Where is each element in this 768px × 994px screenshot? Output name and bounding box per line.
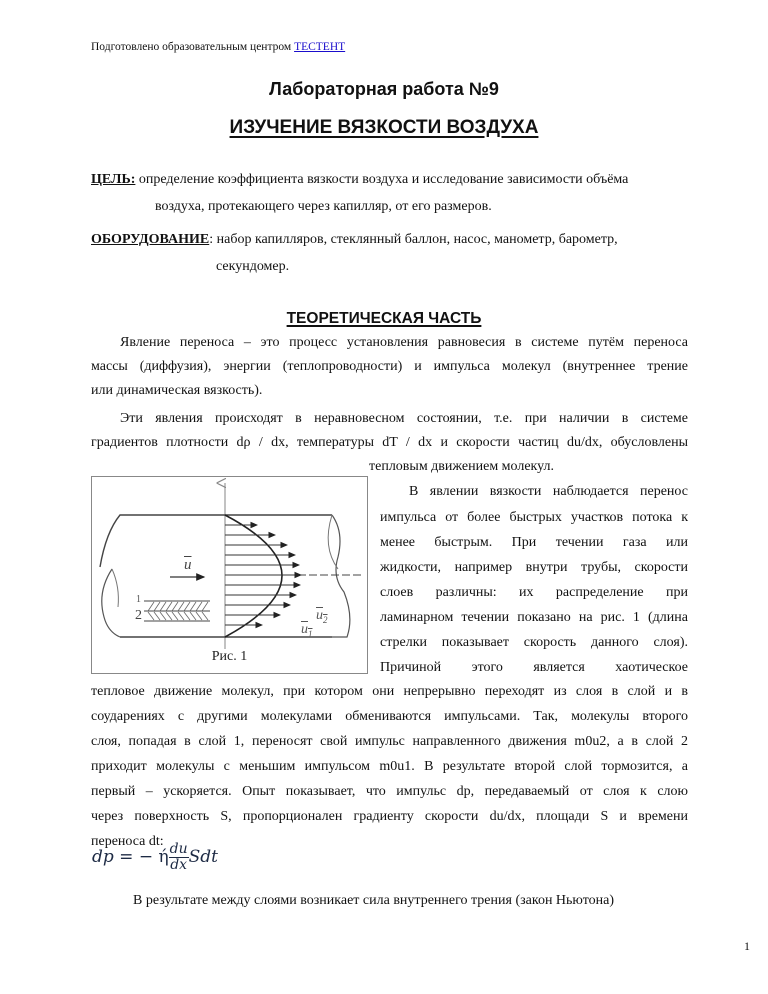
velocity-u-label: $\overline{u}$ <box>184 557 192 573</box>
velocity-u2-label <box>316 608 328 625</box>
para2-line-1: Эти явления происходят в неравновесном состоянии, т.е. при наличии в системе <box>120 411 688 426</box>
para3-side-line-7: стрелки показывает скорость данного слоя). <box>380 635 688 650</box>
formula-rhs: Sdt <box>188 847 219 867</box>
u1-text: u <box>301 622 308 637</box>
formula-numerator: du <box>169 841 188 857</box>
lab-title: Лабораторная работа №9 <box>269 79 499 99</box>
para3-line-4: приходит молекулы с меньшим импульсом m0u1. В результате второй слой тормозится, а <box>91 759 688 774</box>
u2-subscript: 2 <box>323 614 328 625</box>
para3-line-1: тепловое движение молекул, при котором они непрерывно переходят из слоя в слой и в <box>91 684 688 699</box>
formula-denominator: dx <box>170 857 188 873</box>
para3-line-7: переноса dt: <box>91 834 164 849</box>
para3-side-line-2: импульса от более быстрых участков потока к <box>380 510 688 525</box>
topic-title-text: ИЗУЧЕНИЕ ВЯЗКОСТИ ВОЗДУХА <box>229 117 539 138</box>
para3-side-line-4: жидкости, например внутри трубы, скорости <box>380 560 688 575</box>
header-note <box>91 41 345 53</box>
goal-text-1: определение коэффициента вязкости воздуха и исследование зависимости объёма <box>135 172 629 187</box>
u1-subscript: 1 <box>308 628 313 639</box>
para3-side-line-6: ламинарном течении показано на рис. 1 (длина <box>380 610 688 625</box>
para3-side-line-1: В явлении вязкости наблюдается перенос <box>409 484 688 499</box>
pipe-velocity-profile-diagram <box>92 477 367 673</box>
testent-link[interactable]: ТЕСТЕНТ <box>294 41 346 53</box>
goal-label: ЦЕЛЬ: <box>91 172 136 187</box>
para1-line-2: массы (диффузия), энергии (теплопроводности) и импульса молекул (внутреннее трение <box>91 359 688 374</box>
formula-fraction <box>169 842 189 873</box>
newton-friction-formula <box>92 842 218 873</box>
u2-text: u <box>316 608 323 623</box>
para3-line-2: соударениях с другими молекулами обмениваются импульсами. Так, молекулы второго <box>91 709 688 724</box>
para3-side-line-3: менее быстрым. При течении газа или <box>380 535 688 550</box>
goal-line-1 <box>91 172 628 188</box>
equipment-line-1 <box>91 232 618 248</box>
theory-heading-text: ТЕОРЕТИЧЕСКАЯ ЧАСТЬ <box>286 310 482 327</box>
after-formula-text: В результате между слоями возникает сила внутреннего трения (закон Ньютона) <box>133 893 615 908</box>
theory-heading <box>0 310 768 328</box>
equipment-label: ОБОРУДОВАНИЕ <box>91 232 210 247</box>
equipment-line-2: секундомер. <box>216 259 290 274</box>
para3-side-line-5: слоев различны: их распределение при <box>380 585 688 600</box>
para2-line-2: градиентов плотности dρ / dx, температуры dT / dx и скорости частиц du/dx, обусловлены <box>91 435 688 450</box>
goal-line-2: воздуха, протекающего через капилляр, от его размеров. <box>155 199 492 214</box>
page-number: 1 <box>744 939 750 953</box>
para3-line-3: слоя, попадая в слой 1, переносят свой импульс направленного движения m0u2, а в слой 2 <box>91 734 688 749</box>
para3-line-6: через поверхность S, пропорционален градиенту скорости du/dx, площади S и времени <box>91 809 688 824</box>
prepared-by-text: Подготовлено образовательным центром <box>91 41 292 53</box>
equipment-text-1: : набор капилляров, стеклянный баллон, насос, манометр, барометр, <box>209 232 618 247</box>
formula-lhs: dp <box>92 847 114 867</box>
para3-side-line-8: Причиной этого является хаотическое <box>380 660 688 675</box>
para3-line-5: первый – ускоряется. Опыт показывает, что импульс dp, передаваемый от слоя к слою <box>91 784 688 799</box>
figure-1 <box>91 476 368 674</box>
formula-eq: = − ή <box>113 847 169 867</box>
layer-1-label: 1 <box>136 594 141 605</box>
velocity-u1-label <box>301 622 313 639</box>
figure-caption: Рис. 1 <box>211 649 248 664</box>
para1-line-1: Явление переноса – это процесс установления равновесия в системе путём переноса <box>120 335 688 350</box>
para1-line-3: или динамическая вязкость). <box>91 383 263 398</box>
layer-2-label: 2 <box>135 608 142 623</box>
para2-line-3: тепловым движением молекул. <box>369 459 555 474</box>
topic-title <box>0 117 768 139</box>
